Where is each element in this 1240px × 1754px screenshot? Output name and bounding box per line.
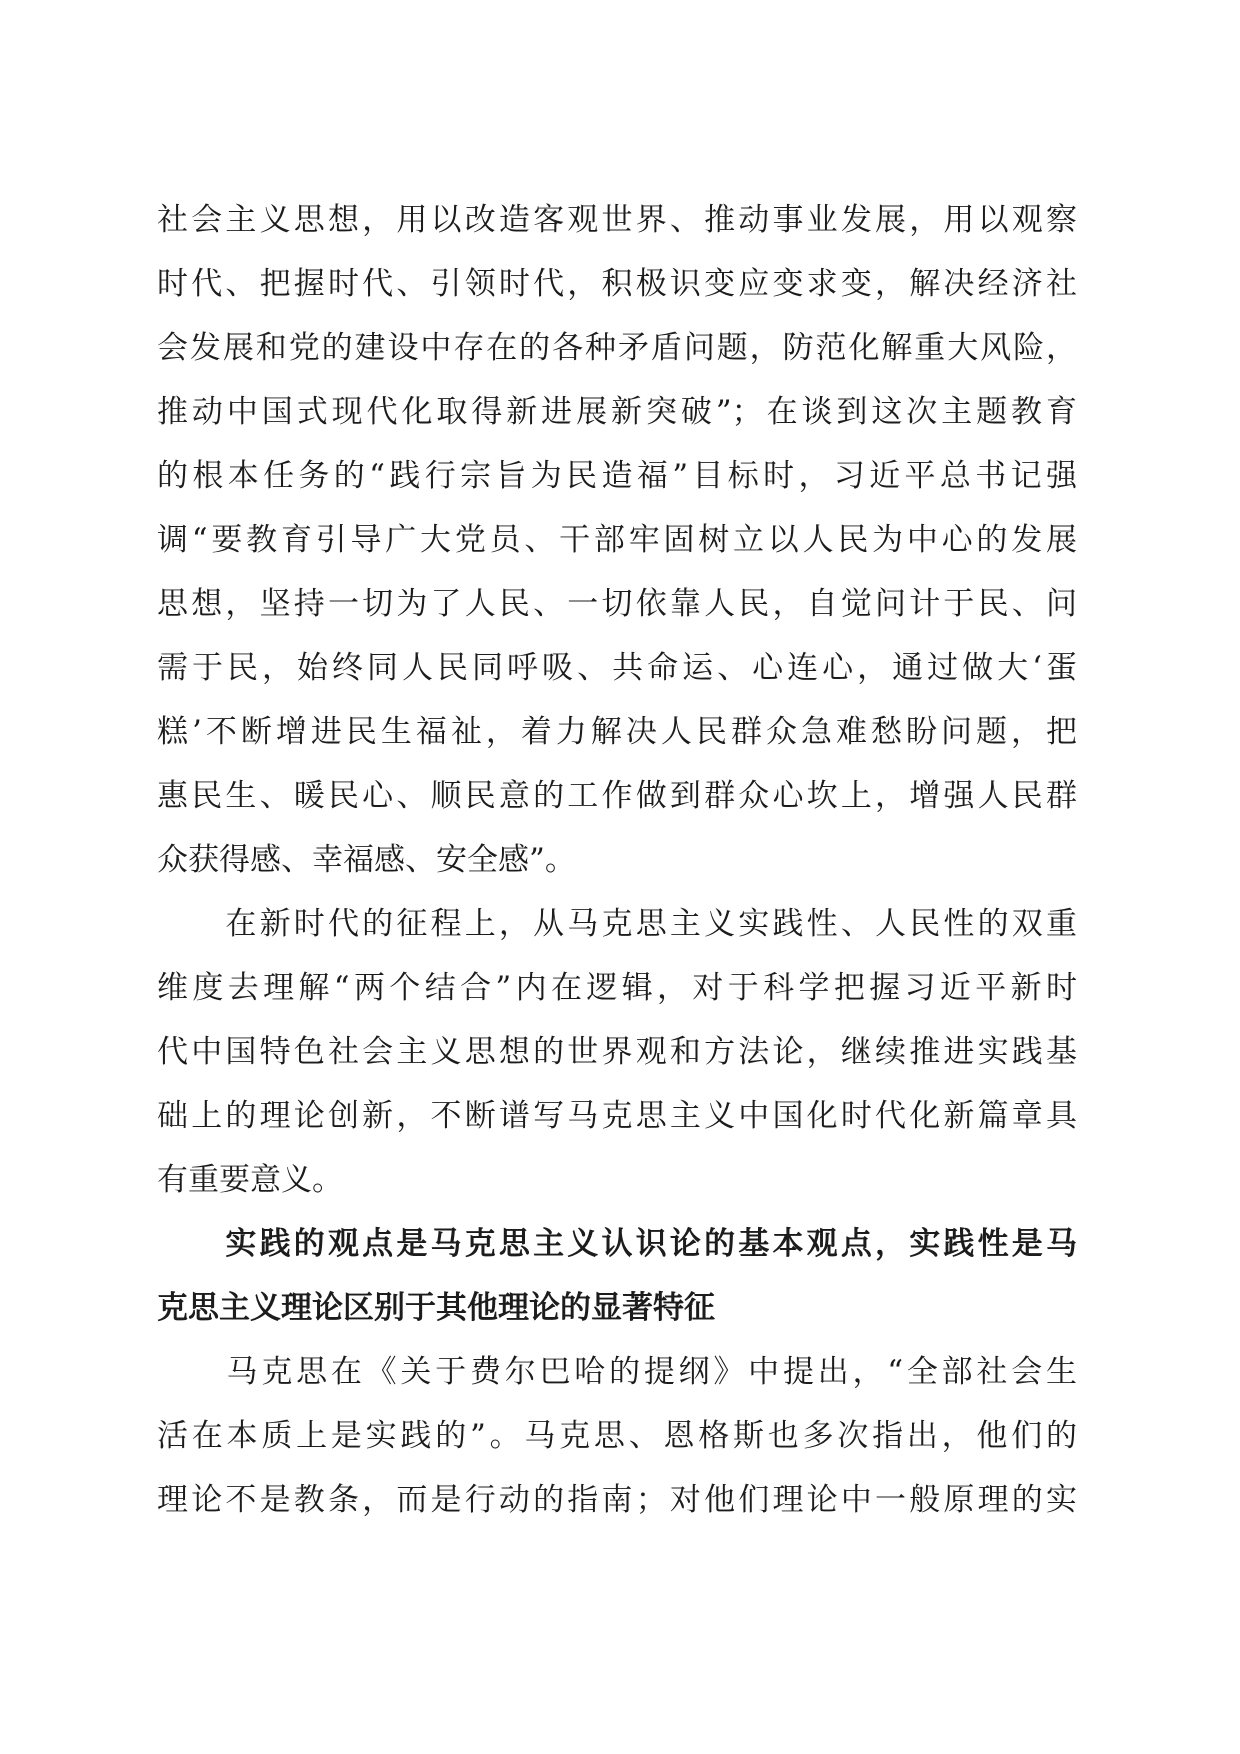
text-line: 惠民生、暖民心、顺民意的工作做到群众心坎上，增强人民群 [157,778,1077,814]
text-line: 众获得感、幸福感、安全感”。 [157,842,576,878]
text-line: 的根本任务的“践行宗旨为民造福”目标时，习近平总书记强 [157,458,1077,494]
text-line: 在新时代的征程上，从马克思主义实践性、人民性的双重 [157,906,1077,942]
paragraph-new-era [157,892,1077,1212]
text-line: 马克思在《关于费尔巴哈的提纲》中提出，“全部社会生 [157,1354,1077,1390]
text-line: 础上的理论创新，不断谱写马克思主义中国化时代化新篇章具 [157,1098,1077,1134]
text-line: 思想，坚持一切为了人民、一切依靠人民，自觉问计于民、问 [157,586,1077,622]
text-line: 活在本质上是实践的”。马克思、恩格斯也多次指出，他们的 [157,1418,1077,1454]
text-line: 维度去理解“两个结合”内在逻辑，对于科学把握习近平新时 [157,970,1077,1006]
text-line: 会发展和党的建设中存在的各种矛盾问题，防范化解重大风险， [157,330,1077,366]
text-line: 有重要意义。 [157,1162,343,1198]
text-line: 理论不是教条，而是行动的指南；对他们理论中一般原理的实 [157,1482,1077,1518]
text-line: 社会主义思想，用以改造客观世界、推动事业发展，用以观察 [157,202,1077,238]
paragraph-continued [157,188,1077,892]
text-line: 调“要教育引导广大党员、干部牢固树立以人民为中心的发展 [157,522,1077,558]
text-line: 糕’不断增进民生福祉，着力解决人民群众急难愁盼问题，把 [157,714,1077,750]
paragraph-marx [157,1340,1077,1532]
text-line: 时代、把握时代、引领时代，积极识变应变求变，解决经济社 [157,266,1077,302]
text-line: 代中国特色社会主义思想的世界观和方法论，继续推进实践基 [157,1034,1077,1070]
section-heading [157,1212,1077,1340]
text-line: 推动中国式现代化取得新进展新突破”；在谈到这次主题教育 [157,394,1077,430]
heading-line: 实践的观点是马克思主义认识论的基本观点，实践性是马 [157,1226,1077,1262]
text-line: 需于民，始终同人民同呼吸、共命运、心连心，通过做大‘蛋 [157,650,1077,686]
document-body [157,188,1077,1532]
heading-line: 克思主义理论区别于其他理论的显著特征 [157,1290,715,1326]
